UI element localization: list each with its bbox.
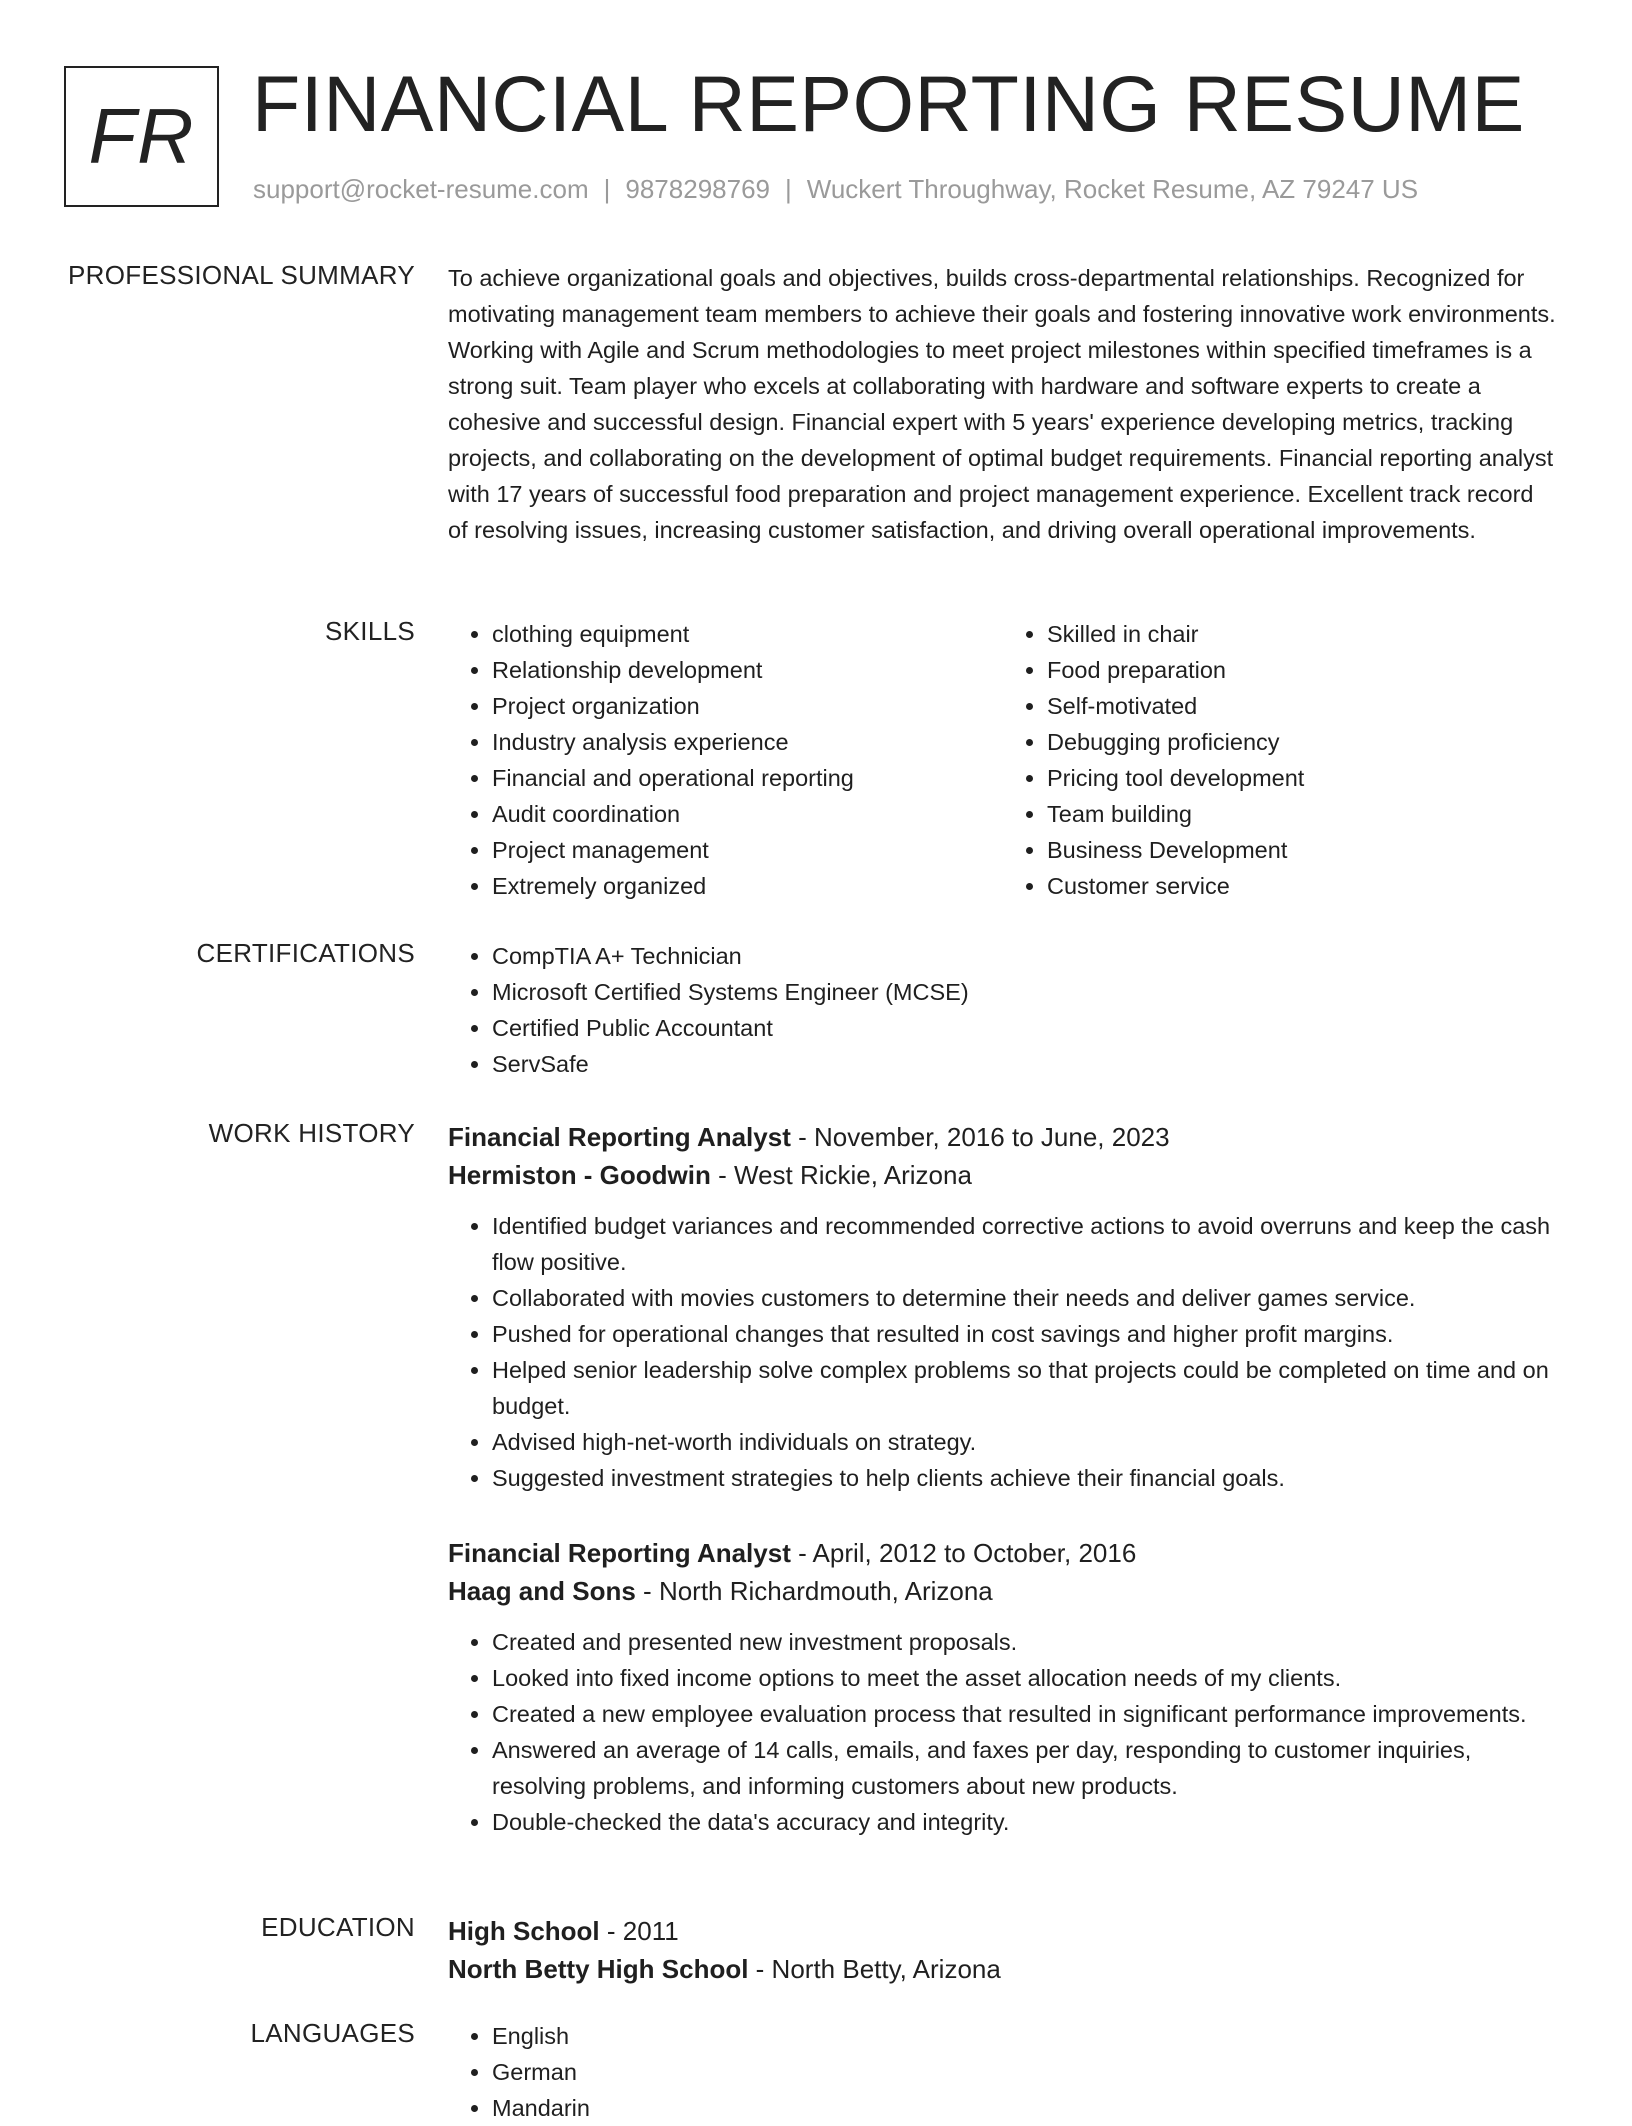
languages-body	[448, 2018, 1558, 2126]
contact-phone[interactable]: 9878298769	[625, 174, 770, 204]
job-bullet: • Looked into fixed income options to meet the asset allocation needs of my clients.	[492, 1660, 1558, 1696]
job-location: West Rickie, Arizona	[734, 1160, 972, 1190]
skill-item: • Project organization	[492, 688, 1003, 724]
job-dates: April, 2012 to October, 2016	[812, 1538, 1137, 1568]
skill-item: • Industry analysis experience	[492, 724, 1003, 760]
summary-text: To achieve organizational goals and objectives, builds cross-departmental relationships. Recognized for motivating management team members to achieve their goals and fostering innovative work environments. Working with Agile and Scrum methodologies to meet project milestones within specified timeframes is a strong suit. Team player who excels at collaborating with hardware and software experts to create a cohesive and successful design. Financial expert with 5 years' experience developing metrics, tracking projects, and collaborating on the development of optimal budget requirements. Financial reporting analyst with 17 years of successful food preparation and project management experience. Excellent track record of resolving issues, increasing customer satisfaction, and driving overall operational improvements.	[448, 265, 1556, 543]
job-company: Haag and Sons	[448, 1576, 636, 1606]
job-bullet: • Answered an average of 14 calls, emails, and faxes per day, responding to customer inquiries, resolving problems, and informing customers about new products.	[492, 1732, 1558, 1804]
education-degree-line	[448, 1912, 1558, 1950]
education-school-line	[448, 1950, 1558, 1988]
job-bullet: • Pushed for operational changes that resulted in cost savings and higher profit margins.	[492, 1316, 1558, 1352]
work-history-body	[448, 1118, 1558, 1496]
skill-item: • Customer service	[1047, 868, 1558, 904]
certifications-list	[448, 938, 1558, 1082]
work-history-body-2	[448, 1534, 1558, 1840]
dash: -	[790, 1538, 813, 1568]
job-bullet: • Collaborated with movies customers to determine their needs and deliver games service.	[492, 1280, 1558, 1316]
job-title-line	[448, 1534, 1558, 1572]
skill-item: • Debugging proficiency	[1047, 724, 1558, 760]
language-item: • German	[492, 2054, 1558, 2090]
skill-item: • Food preparation	[1047, 652, 1558, 688]
contact-line	[253, 174, 1418, 205]
contact-separator: |	[603, 174, 611, 204]
skill-item: • Extremely organized	[492, 868, 1003, 904]
education-heading: EDUCATION	[261, 1912, 415, 1942]
education-year: 2011	[622, 1916, 679, 1946]
job-company-line	[448, 1156, 1558, 1194]
job-company: Hermiston - Goodwin	[448, 1160, 711, 1190]
skill-item: • Audit coordination	[492, 796, 1003, 832]
language-item: • English	[492, 2018, 1558, 2054]
job-bullet: • Created and presented new investment proposals.	[492, 1624, 1558, 1660]
job-bullet: • Suggested investment strategies to help clients achieve their financial goals.	[492, 1460, 1558, 1496]
contact-separator: |	[785, 174, 792, 204]
job-company-line	[448, 1572, 1558, 1610]
education-body	[448, 1912, 1558, 1988]
certification-item: • Microsoft Certified Systems Engineer (MCSE)	[492, 974, 1558, 1010]
job-bullet: • Created a new employee evaluation process that resulted in significant performance improvements.	[492, 1696, 1558, 1732]
dash: -	[599, 1916, 623, 1946]
contact-email[interactable]: support@rocket-resume.com	[253, 174, 589, 204]
skills-heading: SKILLS	[325, 616, 415, 646]
skills-list-left	[448, 616, 1003, 904]
skill-item: • Project management	[492, 832, 1003, 868]
certifications-heading: CERTIFICATIONS	[196, 938, 415, 968]
job-title-line	[448, 1118, 1558, 1156]
dash: -	[790, 1122, 814, 1152]
skill-item: • Financial and operational reporting	[492, 760, 1003, 796]
education-degree: High School	[448, 1916, 600, 1946]
job-bullet: • Double-checked the data's accuracy and integrity.	[492, 1804, 1558, 1840]
education-school: North Betty High School	[448, 1954, 749, 1984]
job-dates: November, 2016 to June, 2023	[813, 1122, 1170, 1152]
monogram-logo: FR	[64, 66, 219, 207]
job-location: North Richardmouth, Arizona	[658, 1576, 993, 1606]
education-location: North Betty, Arizona	[771, 1954, 1001, 1984]
skills-list-right	[1003, 616, 1558, 904]
skill-item: • Relationship development	[492, 652, 1003, 688]
job-bullet: • Identified budget variances and recommended corrective actions to avoid overruns and keep the cash flow positive.	[492, 1208, 1558, 1280]
skill-item: • Self-motivated	[1047, 688, 1558, 724]
job-title: Financial Reporting Analyst	[448, 1122, 791, 1152]
work-history-heading: WORK HISTORY	[208, 1118, 415, 1148]
job-bullet: • Helped senior leadership solve complex problems so that projects could be completed on time and on budget.	[492, 1352, 1558, 1424]
languages-list	[448, 2018, 1558, 2126]
skill-item: • clothing equipment	[492, 616, 1003, 652]
skill-item: • Team building	[1047, 796, 1558, 832]
languages-heading: LANGUAGES	[250, 2018, 415, 2048]
certification-item: • ServSafe	[492, 1046, 1558, 1082]
dash: -	[635, 1576, 659, 1606]
job-bullets	[448, 1208, 1558, 1496]
job-bullets	[448, 1624, 1558, 1840]
resume-title: FINANCIAL REPORTING RESUME	[252, 59, 1525, 148]
certification-item: • Certified Public Accountant	[492, 1010, 1558, 1046]
language-item: • Mandarin	[492, 2090, 1558, 2126]
skill-item: • Skilled in chair	[1047, 616, 1558, 652]
job-title: Financial Reporting Analyst	[448, 1538, 791, 1568]
dash: -	[748, 1954, 772, 1984]
contact-address: Wuckert Throughway, Rocket Resume, AZ 79247 US	[806, 174, 1419, 204]
certifications-body	[448, 938, 1558, 1082]
job-bullet: • Advised high-net-worth individuals on strategy.	[492, 1424, 1558, 1460]
summary-heading: PROFESSIONAL SUMMARY	[68, 260, 415, 290]
skill-item: • Pricing tool development	[1047, 760, 1558, 796]
skill-item: • Business Development	[1047, 832, 1558, 868]
certification-item: • CompTIA A+ Technician	[492, 938, 1558, 974]
dash: -	[710, 1160, 734, 1190]
skills-columns	[448, 616, 1558, 904]
